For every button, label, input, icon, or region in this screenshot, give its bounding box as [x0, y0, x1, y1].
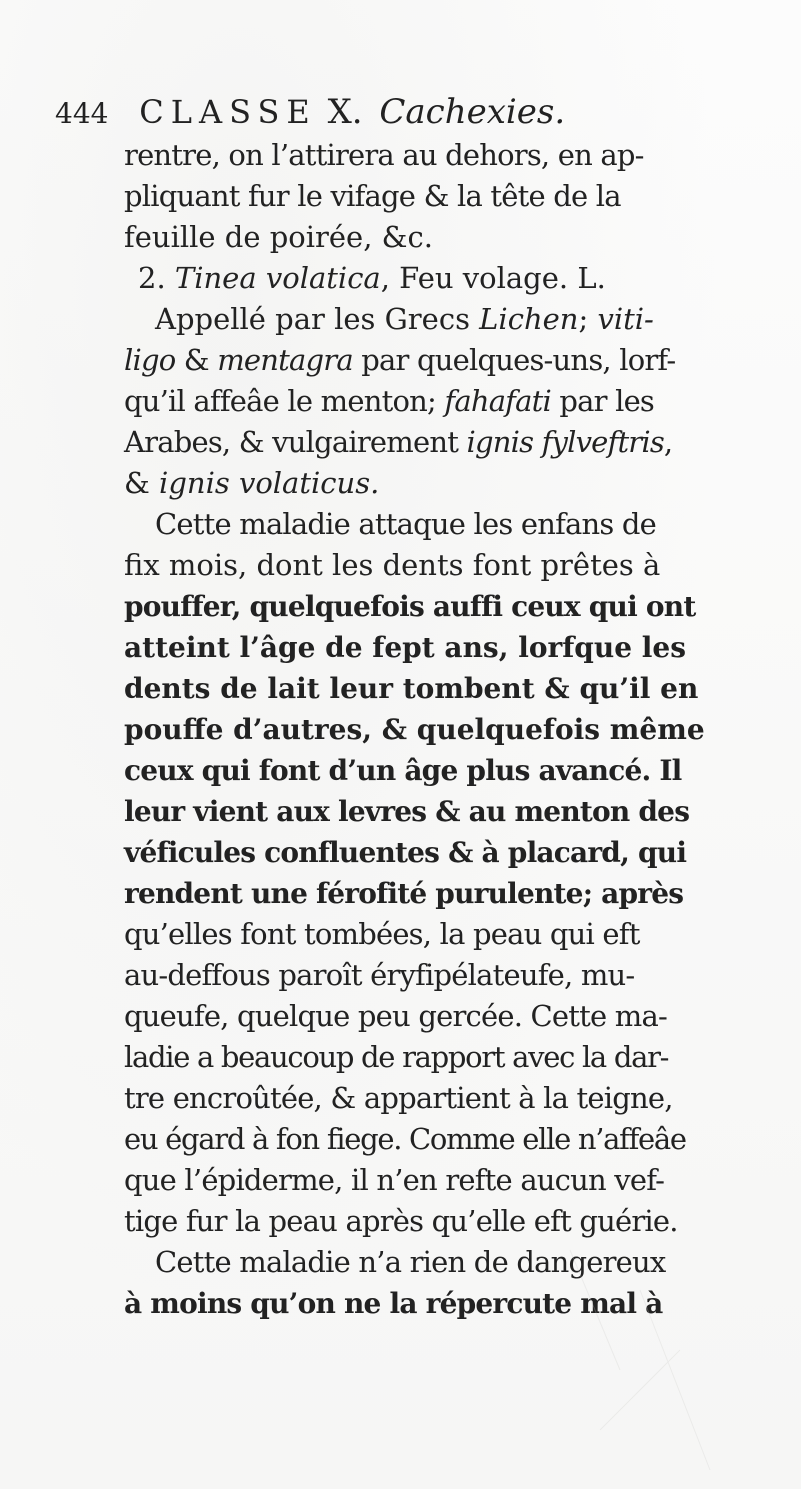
text-line: feuille de poirée, &c. [124, 220, 433, 254]
latin-name: Tinea volatica [174, 261, 381, 295]
text-line: rendent une férofité purulente; après [124, 877, 684, 910]
text-line: pouffer, quelquefois auffi ceux qui ont [124, 590, 696, 623]
text-line: Arabes, & vulgairement ignis fylveftris, [124, 425, 673, 459]
text-line: que l’épiderme, il n’en refte aucun vef- [124, 1163, 665, 1197]
text-line: pliquant fur le vifage & la tête de la [124, 179, 621, 213]
entry-heading: 2. Tinea volatica, Feu volage. L. [138, 261, 606, 295]
text-line: tige fur la peau après qu’elle eft guérie. [124, 1204, 678, 1238]
text-line: à moins qu’on ne la répercute mal à [124, 1287, 663, 1320]
text-line: & ignis volaticus. [124, 466, 380, 500]
text-line: pouffe d’autres, & quelquefois même [124, 713, 705, 746]
text-line: fix mois, dont les dents font prêtes à [124, 548, 661, 582]
page-number: 444 [55, 97, 109, 130]
class-label: CLASSE [139, 93, 317, 131]
text-line: qu’elles font tombées, la peau qui eft [124, 917, 640, 951]
text-line: ceux qui font d’un âge plus avancé. Il [124, 754, 682, 787]
text-line: queufe, quelque peu gercée. Cette ma- [124, 999, 667, 1033]
text-line: ladie a beaucoup de rapport avec la dar- [124, 1040, 669, 1074]
text-line: au-deffous paroît éryfipélateufe, mu- [124, 958, 635, 992]
text-line: Cette maladie attaque les enfans de [155, 507, 657, 541]
text-line: Cette maladie n’a rien de dangereux [155, 1245, 666, 1279]
text-line: atteint l’âge de fept ans, lorfque les [124, 631, 687, 664]
text-line: eu égard à fon fiege. Comme elle n’affeâe [124, 1122, 686, 1156]
text-line: ligo & mentagra par quelques-uns, lorf- [124, 343, 676, 377]
text-line: Appellé par les Grecs Lichen; viti- [155, 302, 654, 336]
show-through-marks [560, 1230, 730, 1480]
class-number: X. [327, 92, 363, 132]
running-header [55, 92, 565, 132]
text-line: tre encroûtée, & appartient à la teigne, [124, 1081, 673, 1115]
text-line: leur vient aux levres & au menton des [124, 795, 690, 828]
section-title: Cachexies. [379, 92, 566, 132]
body-text [124, 135, 801, 1324]
text-line: qu’il affeâe le menton; fahafati par les [124, 384, 655, 418]
text-line: dents de lait leur tombent & qu’il en [124, 672, 699, 705]
text-line: véficules confluentes & à placard, qui [124, 836, 687, 869]
text-line: rentre, on l’attirera au dehors, en ap- [124, 138, 644, 172]
